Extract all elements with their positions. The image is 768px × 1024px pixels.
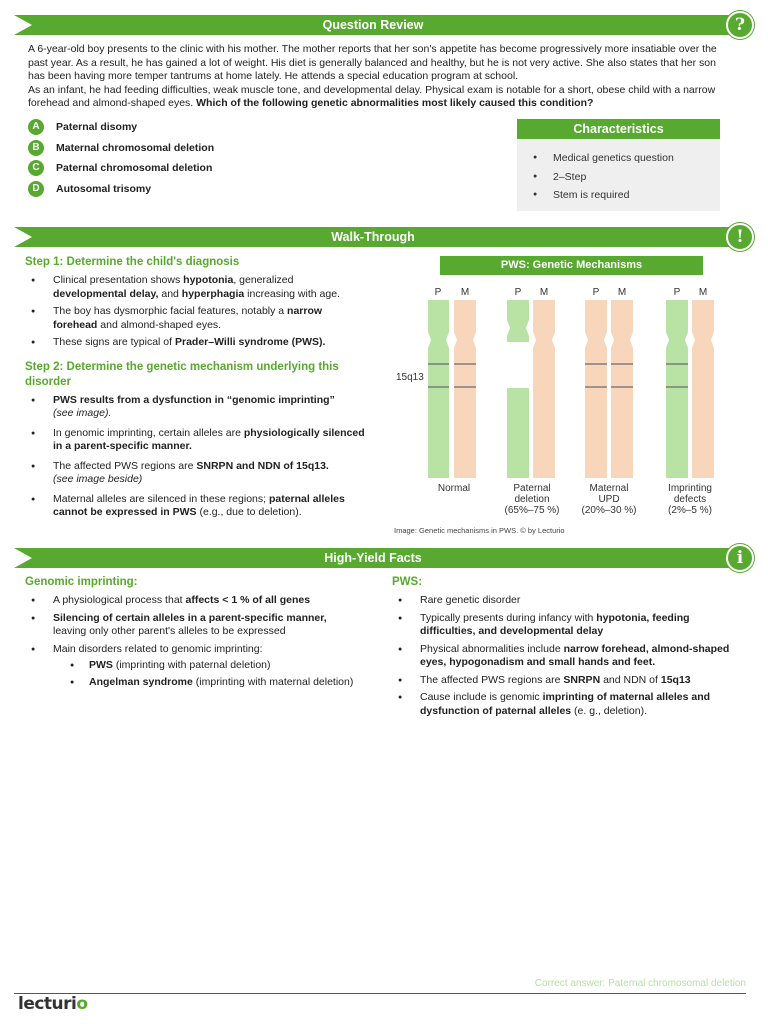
option-d[interactable] [28, 179, 214, 200]
hy-right-title: PWS: [392, 576, 423, 588]
stem-paragraph-1: A 6-year-old boy presents to the clinic with his mother. The mother reports that her son's appetite has become progressively more insatiable over the past year. As a result, he has gained a lot of weight. His diet is generally balanced and healthy, but he is not very active. She also states that her son has been having more temper tantrums at home lately. He attends a special education program at school. [28, 43, 717, 82]
list-item: ● The affected PWS regions are SNRPN and NDN of 15q13 [392, 674, 738, 688]
paternal-chromosome-deleted [507, 388, 529, 478]
option-text: Paternal disomy [56, 121, 138, 134]
paternal-chromosome-deleted [507, 300, 529, 342]
lecturio-logo: lecturio [18, 994, 88, 1014]
sub-list-item: ● PWS (imprinting with paternal deletion) [53, 659, 355, 673]
option-letter-badge: D [28, 181, 44, 197]
characteristic-item: ● Stem is required [533, 186, 720, 205]
option-c[interactable] [28, 158, 214, 179]
stem-paragraph-2: As an infant, he had feeding difficulties, weak muscle tone, and developmental delay. Physical exam is notable for a short, obese child with a narrow forehead and almond-shaped eyes. Which of the following genetic abnormalities most likely caused this condition? [28, 83, 716, 109]
section-title: Question Review [322, 18, 424, 32]
correct-answer-text: Correct answer: Paternal chromosomal deletion [534, 978, 746, 989]
walk-through-text [25, 255, 365, 520]
option-text: Paternal chromosomal deletion [56, 162, 213, 175]
option-a[interactable] [28, 117, 214, 138]
walk-through-header [14, 227, 744, 247]
list-item: ● PWS results from a dysfunction in “genomic imprinting” (see image). [25, 394, 365, 421]
characteristic-item: ● Medical genetics question [533, 149, 720, 168]
step-1-title: Step 1: Determine the child's diagnosis [25, 256, 240, 268]
list-item: ● Typically presents during infancy with hypotonia, feeding difficulties, and developmental delay [392, 612, 738, 639]
section-title: Walk-Through [331, 230, 415, 244]
characteristic-item: ● 2–Step [533, 168, 720, 187]
m-label: M [539, 287, 549, 298]
group-label-maternal-upd: Maternal UPD (20%–30 %) [581, 483, 637, 516]
footer-divider [14, 993, 746, 994]
step-2-title: Step 2: Determine the genetic mechanism underlying this disorder [25, 360, 339, 388]
list-item: ● Cause include is genomic imprinting of maternal alleles and dysfunction of paternal alleles (e. g., deletion). [392, 691, 738, 718]
p-label: P [592, 287, 600, 298]
option-text: Autosomal trisomy [56, 182, 152, 195]
list-item: ● Main disorders related to genomic imprinting: ● PWS (imprinting with paternal deletion) ● Angelman syndrome (imprinting with maternal deletion) [25, 643, 355, 690]
high-yield-header [14, 548, 744, 568]
question-stem [28, 43, 728, 111]
characteristics-box [517, 119, 720, 211]
figure-title: PWS: Genetic Mechanisms [440, 256, 703, 275]
answer-options [28, 117, 214, 199]
paternal-chromosome [428, 300, 449, 478]
list-item: ● Rare genetic disorder [392, 594, 738, 608]
exclamation-icon: ! [726, 223, 754, 251]
figure-caption: Image: Genetic mechanisms in PWS. © by Lecturio [394, 526, 565, 535]
info-icon: i [726, 544, 754, 572]
list-item: ● Physical abnormalities include narrow forehead, almond-shaped eyes, hypogonadism and small hands and feet. [392, 643, 738, 670]
paternal-chromosome [666, 300, 688, 478]
pws-facts [392, 575, 738, 718]
chromosome-diagram [390, 280, 730, 485]
locus-label: 15q13 [396, 372, 424, 383]
list-item: ● A physiological process that affects < 1 % of all genes [25, 594, 355, 608]
question-review-header [14, 15, 745, 35]
option-letter-badge: C [28, 160, 44, 176]
p-label: P [514, 287, 522, 298]
option-letter-badge: B [28, 140, 44, 156]
list-item: ● Silencing of certain alleles in a parent-specific manner, leaving only other parent's alleles to be expressed [25, 612, 355, 639]
group-label-paternal-deletion: Paternal deletion (65%–75 %) [504, 483, 560, 516]
question-icon: ? [726, 11, 754, 39]
group-label-imprinting-defects: Imprinting defects (2%–5 %) [668, 483, 712, 516]
maternal-chromosome [611, 300, 633, 478]
maternal-chromosome [533, 300, 555, 478]
p-label: P [673, 287, 681, 298]
list-item: ● Maternal alleles are silenced in these regions; paternal alleles cannot be expressed in PWS (e.g., due to deletion). [25, 493, 365, 520]
list-item: ● Clinical presentation shows hypotonia, generalized developmental delay, and hyperphagia increasing with age. [25, 274, 365, 301]
m-label: M [460, 287, 470, 298]
list-item: ● The boy has dysmorphic facial features, notably a narrow forehead and almond-shaped eyes. [25, 305, 365, 332]
maternal-chromosome [585, 300, 607, 478]
list-item: ● These signs are typical of Prader–Willi syndrome (PWS). [25, 336, 365, 350]
maternal-chromosome [692, 300, 714, 478]
genomic-imprinting-facts [25, 575, 355, 689]
list-item: ● The affected PWS regions are SNRPN and NDN of 15q13. (see image beside) [25, 460, 365, 487]
list-item: ● In genomic imprinting, certain alleles are physiologically silenced in a parent-specific manner. [25, 427, 365, 454]
sub-list-item: ● Angelman syndrome (imprinting with maternal deletion) [53, 676, 355, 690]
characteristics-title: Characteristics [517, 119, 720, 139]
section-title: High-Yield Facts [324, 551, 422, 565]
option-b[interactable] [28, 138, 214, 159]
m-label: M [617, 287, 627, 298]
m-label: M [698, 287, 708, 298]
option-letter-badge: A [28, 119, 44, 135]
maternal-chromosome [454, 300, 476, 478]
hy-left-title: Genomic imprinting: [25, 576, 138, 588]
p-label: P [434, 287, 442, 298]
option-text: Maternal chromosomal deletion [56, 141, 215, 154]
question-prompt: Which of the following genetic abnormalities most likely caused this condition? [196, 97, 594, 109]
group-label-normal: Normal [437, 483, 471, 494]
